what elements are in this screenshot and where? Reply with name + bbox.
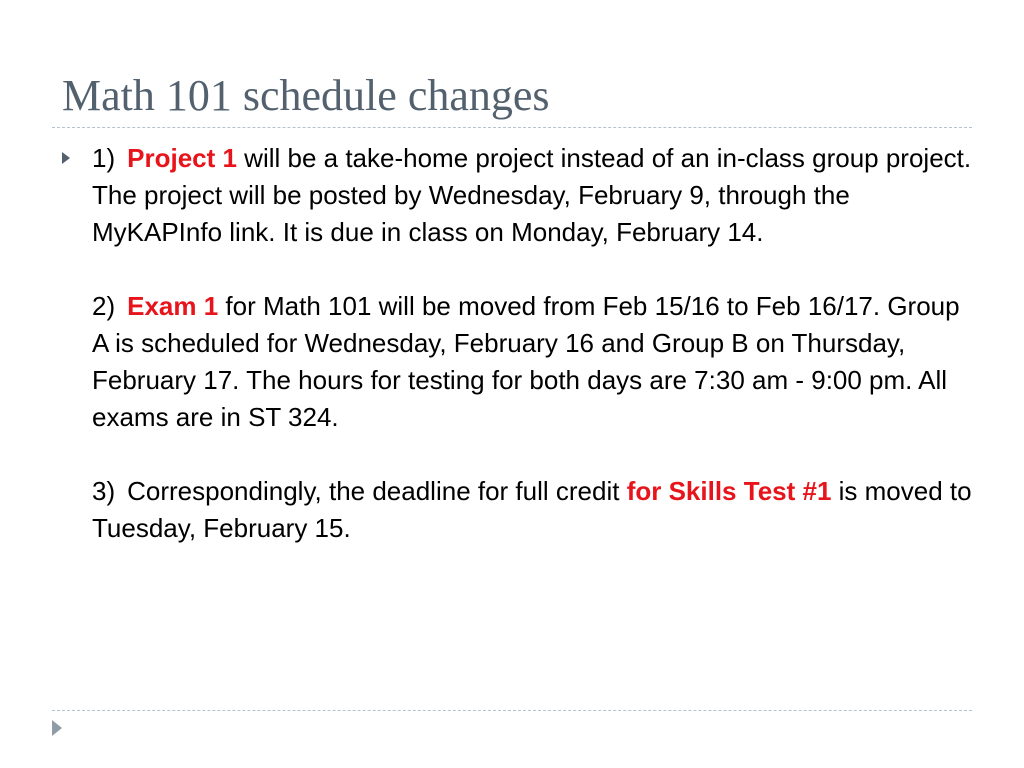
slide-title: Math 101 schedule changes — [62, 71, 550, 120]
bullet-triangle-icon — [62, 152, 70, 164]
footer-divider — [52, 710, 972, 711]
item-highlight: Project 1 — [127, 143, 237, 173]
item-number: 3) — [92, 476, 116, 506]
item-highlight: for Skills Test #1 — [626, 476, 832, 506]
item-number: 2) — [92, 291, 116, 321]
item-number: 1) — [92, 143, 116, 173]
slide-body — [92, 140, 972, 584]
item-text-before: Correspondingly, the deadline for full credit — [127, 476, 627, 506]
title-divider — [52, 127, 972, 128]
list-item — [92, 473, 972, 547]
item-text-after: for Math 101 will be moved from Feb 15/16 to Feb 16/17. Group A is scheduled for Wednesday, February 16 and Group B on Thursday, February 17. The hours for testing for both days are 7:30 am - 9:00 pm. All exams are in ST 324. — [92, 291, 960, 432]
item-text-after: will be a take-home project instead of an in-class group project. The project will be posted by Wednesday, February 9, through the MyKAPInfo link. It is due in class on Monday, February 14. — [92, 143, 972, 247]
item-highlight: Exam 1 — [127, 291, 219, 321]
play-triangle-icon[interactable] — [52, 720, 62, 736]
item-text-after: is moved to Tuesday, February 15. — [92, 476, 972, 543]
list-item — [92, 140, 972, 251]
list-item — [92, 288, 972, 436]
